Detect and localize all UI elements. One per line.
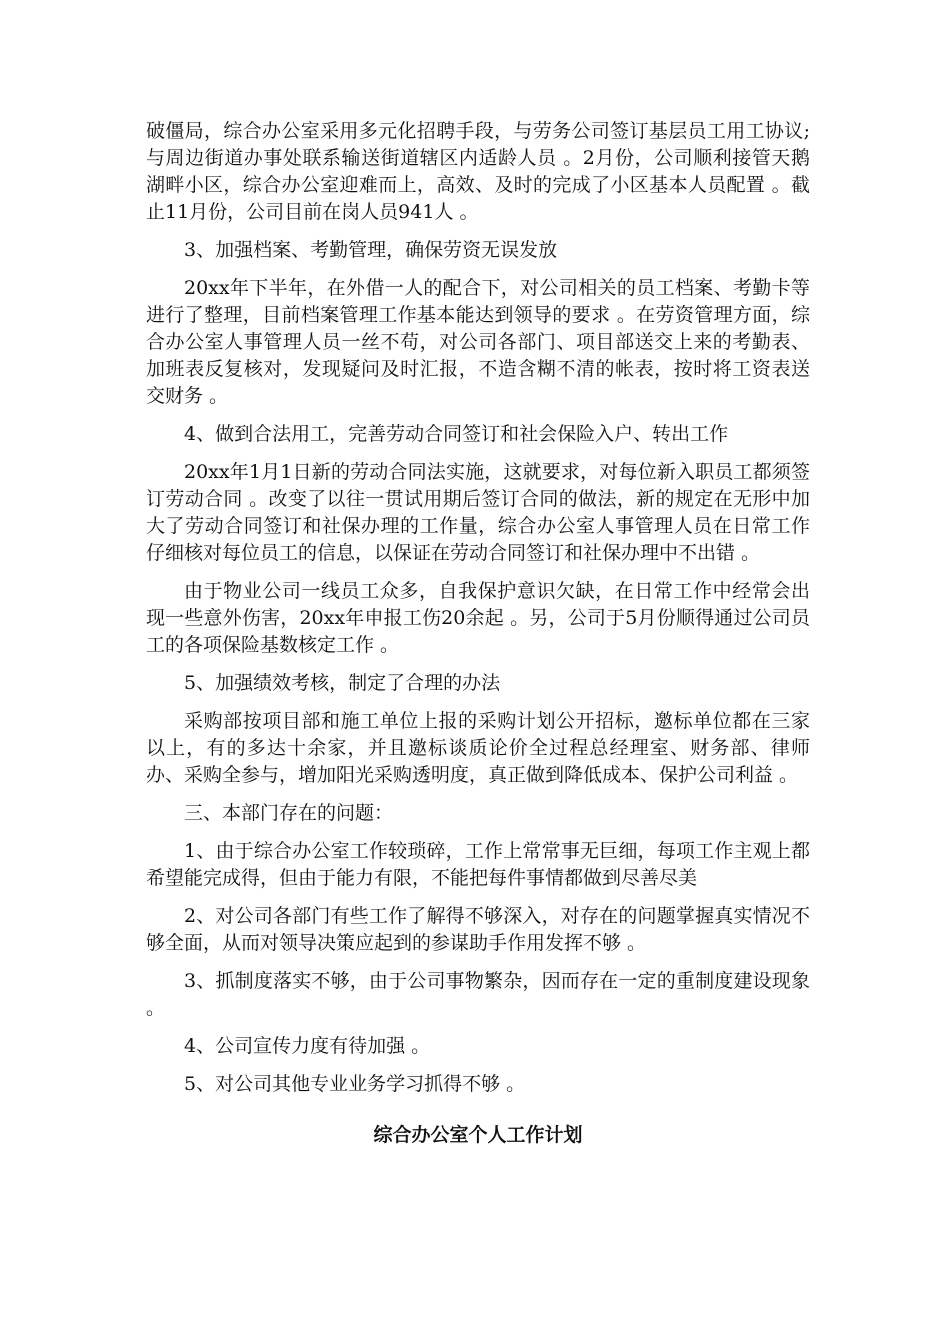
paragraph-procurement: 采购部按项目部和施工单位上报的采购计划公开招标，邀标单位都在三家以上，有的多达十余家，并且邀标谈质论价全过程总经理室、财务部、律师办、采购全参与，增加阳光采购透明度，真正做到降低成本、保护公司利益 。: [146, 710, 810, 786]
paragraph-archives: 20xx年下半年，在外借一人的配合下，对公司相关的员工档案、考勤卡等进行了整理，目前档案管理工作基本能达到领导的要求 。在劳资管理方面，综合办公室人事管理人员一丝不苟，对公司各部门、项目部送交上来的考勤表、加班表反复核对，发现疑问及时汇报，不造含糊不清的帐表，按时将工资表送交财务 。: [146, 277, 810, 407]
section-heading-4: 4、做到合法用工，完善劳动合同签订和社会保险入户、转出工作: [184, 423, 729, 445]
document-title: 综合办公室个人工作计划: [373, 1124, 583, 1146]
section-heading-problems: 三、本部门存在的问题：: [184, 802, 394, 824]
paragraph-labor-contract: 20xx年1月1日新的劳动合同法实施，这就要求，对每位新入职员工都须签订劳动合同 。改变了以往一贯试用期后签订合同的做法，新的规定在无形中加大了劳动合同签订和社保办理的工作量，综合办公室人事管理人员在日常工作仔细核对每位员工的信息，以保证在劳动合同签订和社保办理中不出错 。: [146, 461, 810, 564]
problem-item-5: 5、对公司其他专业业务学习抓得不够 。: [184, 1073, 526, 1095]
problem-item-2: 2、对公司各部门有些工作了解得不够深入，对存在的问题掌握真实情况不够全面，从而对领导决策应起到的参谋助手作用发挥不够 。: [146, 905, 810, 954]
section-heading-5: 5、加强绩效考核，制定了合理的办法: [184, 672, 501, 694]
problem-item-1: 1、由于综合办公室工作较琐碎，工作上常常事无巨细，每项工作主观上都希望能完成得，但由于能力有限，不能把每件事情都做到尽善尽美: [146, 840, 810, 889]
document-page: [146, 118, 810, 1149]
section-heading-3: 3、加强档案、考勤管理，确保劳资无误发放: [184, 239, 558, 261]
problem-item-3: 3、抓制度落实不够，由于公司事物繁杂，因而存在一定的重制度建设现象 。: [146, 970, 810, 1019]
paragraph-continuation: 破僵局，综合办公室采用多元化招聘手段，与劳务公司签订基层员工用工协议;与周边街道办事处联系输送街道辖区内适龄人员 。2月份，公司顺利接管天鹅湖畔小区，综合办公室迎难而上，高效、及时的完成了小区基本人员配置 。截止11月份，公司目前在岗人员941人 。: [146, 120, 810, 223]
problem-item-4: 4、公司宣传力度有待加强 。: [184, 1035, 431, 1057]
paragraph-work-injury: 由于物业公司一线员工众多，自我保护意识欠缺，在日常工作中经常会出现一些意外伤害，20xx年申报工伤20余起 。另，公司于5月份顺得通过公司员工的各项保险基数核定工作 。: [146, 580, 810, 656]
